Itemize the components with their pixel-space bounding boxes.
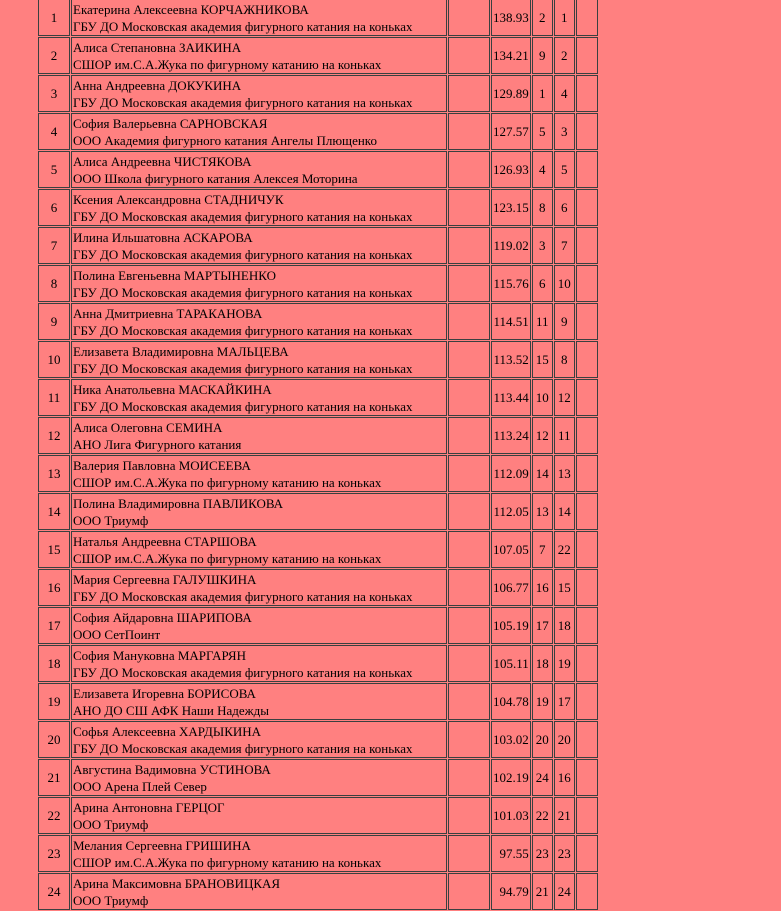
free-skating-place-cell: 7 [554, 227, 575, 264]
skater-cell [71, 227, 447, 264]
skater-name: Полина Владимировна ПАВЛИКОВА [73, 495, 284, 511]
skater-club: ГБУ ДО Московская академия фигурного катания на коньках [73, 322, 413, 338]
skater-cell [71, 417, 447, 454]
skater-name: Елизавета Игоревна БОРИСОВА [73, 685, 256, 701]
short-program-place-cell: 11 [532, 303, 553, 340]
empty-cell [576, 569, 598, 606]
free-skating-place-cell: 21 [554, 797, 575, 834]
skater-name: Августина Вадимовна УСТИНОВА [73, 761, 271, 777]
free-skating-place-cell: 12 [554, 379, 575, 416]
empty-cell [448, 683, 490, 720]
skater-name: Ника Анатольевна МАСКАЙКИНА [73, 381, 272, 397]
place-cell: 5 [38, 151, 70, 188]
empty-cell [448, 759, 490, 796]
table-row [38, 417, 598, 454]
total-score-cell: 115.76 [491, 265, 531, 302]
skater-club: ООО Триумф [73, 892, 149, 908]
skater-name: Алиса Степановна ЗАИКИНА [73, 39, 242, 55]
empty-cell [448, 189, 490, 226]
table-row [38, 531, 598, 568]
table-row [38, 607, 598, 644]
skater-cell [71, 759, 447, 796]
short-program-place-cell: 5 [532, 113, 553, 150]
results-table [37, 0, 599, 911]
total-score-cell: 106.77 [491, 569, 531, 606]
table-row [38, 569, 598, 606]
skater-name: София Валерьевна САРНОВСКАЯ [73, 115, 268, 131]
empty-cell [576, 0, 598, 36]
skater-cell [71, 75, 447, 112]
skater-club: ООО Школа фигурного катания Алексея Моторина [73, 170, 358, 186]
table-row [38, 113, 598, 150]
total-score-cell: 114.51 [491, 303, 531, 340]
empty-cell [448, 835, 490, 872]
skater-cell [71, 721, 447, 758]
total-score-cell: 97.55 [491, 835, 531, 872]
place-cell: 18 [38, 645, 70, 682]
free-skating-place-cell: 8 [554, 341, 575, 378]
free-skating-place-cell: 17 [554, 683, 575, 720]
empty-cell [448, 113, 490, 150]
results-body [38, 0, 598, 910]
place-cell: 21 [38, 759, 70, 796]
skater-club: СШОР им.С.А.Жука по фигурному катанию на коньках [73, 56, 382, 72]
skater-club: СШОР им.С.А.Жука по фигурному катанию на коньках [73, 550, 382, 566]
skater-club: СШОР им.С.А.Жука по фигурному катанию на коньках [73, 854, 382, 870]
total-score-cell: 101.03 [491, 797, 531, 834]
place-cell: 23 [38, 835, 70, 872]
total-score-cell: 126.93 [491, 151, 531, 188]
skater-club: ГБУ ДО Московская академия фигурного катания на коньках [73, 284, 413, 300]
place-cell: 20 [38, 721, 70, 758]
skater-name: Илина Ильшатовна АСКАРОВА [73, 229, 253, 245]
empty-cell [448, 341, 490, 378]
place-cell: 6 [38, 189, 70, 226]
table-row [38, 493, 598, 530]
short-program-place-cell: 1 [532, 75, 553, 112]
skater-club: ГБУ ДО Московская академия фигурного катания на коньках [73, 664, 413, 680]
empty-cell [448, 569, 490, 606]
short-program-place-cell: 21 [532, 873, 553, 910]
short-program-place-cell: 24 [532, 759, 553, 796]
total-score-cell: 94.79 [491, 873, 531, 910]
empty-cell [448, 379, 490, 416]
empty-cell [576, 379, 598, 416]
skater-cell [71, 151, 447, 188]
place-cell: 2 [38, 37, 70, 74]
place-cell: 7 [38, 227, 70, 264]
skater-cell [71, 0, 447, 36]
short-program-place-cell: 13 [532, 493, 553, 530]
skater-club: ГБУ ДО Московская академия фигурного катания на коньках [73, 360, 413, 376]
skater-club: ГБУ ДО Московская академия фигурного катания на коньках [73, 208, 413, 224]
table-row [38, 151, 598, 188]
place-cell: 19 [38, 683, 70, 720]
empty-cell [448, 531, 490, 568]
short-program-place-cell: 4 [532, 151, 553, 188]
skater-name: Алиса Олеговна СЕМИНА [73, 419, 223, 435]
skater-club: ООО Триумф [73, 816, 149, 832]
short-program-place-cell: 22 [532, 797, 553, 834]
free-skating-place-cell: 18 [554, 607, 575, 644]
skater-cell [71, 797, 447, 834]
skater-club: ООО СетПоинт [73, 626, 161, 642]
place-cell: 3 [38, 75, 70, 112]
skater-club: ООО Академия фигурного катания Ангелы Плющенко [73, 132, 377, 148]
short-program-place-cell: 14 [532, 455, 553, 492]
skater-name: Елизавета Владимировна МАЛЬЦЕВА [73, 343, 289, 359]
place-cell: 14 [38, 493, 70, 530]
skater-club: АНО Лига Фигурного катания [73, 436, 242, 452]
free-skating-place-cell: 23 [554, 835, 575, 872]
table-row [38, 683, 598, 720]
empty-cell [576, 873, 598, 910]
place-cell: 24 [38, 873, 70, 910]
skater-club: ГБУ ДО Московская академия фигурного катания на коньках [73, 246, 413, 262]
empty-cell [576, 113, 598, 150]
empty-cell [576, 417, 598, 454]
skater-name: Валерия Павловна МОИСЕЕВА [73, 457, 251, 473]
short-program-place-cell: 20 [532, 721, 553, 758]
free-skating-place-cell: 9 [554, 303, 575, 340]
skater-name: София Мануковна МАРГАРЯН [73, 647, 246, 663]
free-skating-place-cell: 22 [554, 531, 575, 568]
total-score-cell: 105.19 [491, 607, 531, 644]
empty-cell [448, 227, 490, 264]
empty-cell [576, 37, 598, 74]
total-score-cell: 102.19 [491, 759, 531, 796]
total-score-cell: 103.02 [491, 721, 531, 758]
total-score-cell: 138.93 [491, 0, 531, 36]
empty-cell [576, 265, 598, 302]
skater-cell [71, 531, 447, 568]
short-program-place-cell: 9 [532, 37, 553, 74]
skater-cell [71, 455, 447, 492]
table-row [38, 835, 598, 872]
free-skating-place-cell: 10 [554, 265, 575, 302]
short-program-place-cell: 6 [532, 265, 553, 302]
skater-name: Наталья Андреевна СТАРШОВА [73, 533, 257, 549]
skater-club: ГБУ ДО Московская академия фигурного катания на коньках [73, 398, 413, 414]
short-program-place-cell: 16 [532, 569, 553, 606]
empty-cell [448, 303, 490, 340]
place-cell: 17 [38, 607, 70, 644]
skater-name: Алиса Андреевна ЧИСТЯКОВА [73, 153, 252, 169]
skater-name: Мелания Сергеевна ГРИШИНА [73, 837, 251, 853]
place-cell: 4 [38, 113, 70, 150]
free-skating-place-cell: 13 [554, 455, 575, 492]
empty-cell [576, 75, 598, 112]
short-program-place-cell: 15 [532, 341, 553, 378]
short-program-place-cell: 19 [532, 683, 553, 720]
total-score-cell: 105.11 [491, 645, 531, 682]
table-row [38, 265, 598, 302]
place-cell: 12 [38, 417, 70, 454]
total-score-cell: 104.78 [491, 683, 531, 720]
empty-cell [576, 303, 598, 340]
empty-cell [576, 645, 598, 682]
free-skating-place-cell: 14 [554, 493, 575, 530]
place-cell: 9 [38, 303, 70, 340]
place-cell: 22 [38, 797, 70, 834]
skater-name: София Айдаровна ШАРИПОВА [73, 609, 252, 625]
place-cell: 13 [38, 455, 70, 492]
skater-club: ООО Триумф [73, 512, 149, 528]
skater-club: ГБУ ДО Московская академия фигурного катания на коньках [73, 18, 413, 34]
skater-cell [71, 303, 447, 340]
skater-cell [71, 607, 447, 644]
empty-cell [576, 493, 598, 530]
skater-club: ГБУ ДО Московская академия фигурного катания на коньках [73, 740, 413, 756]
empty-cell [448, 493, 490, 530]
place-cell: 15 [38, 531, 70, 568]
table-row [38, 341, 598, 378]
short-program-place-cell: 23 [532, 835, 553, 872]
free-skating-place-cell: 5 [554, 151, 575, 188]
skater-cell [71, 37, 447, 74]
free-skating-place-cell: 2 [554, 37, 575, 74]
empty-cell [448, 75, 490, 112]
skater-club: ООО Арена Плей Север [73, 778, 207, 794]
empty-cell [448, 37, 490, 74]
free-skating-place-cell: 15 [554, 569, 575, 606]
empty-cell [448, 797, 490, 834]
skater-club: АНО ДО СШ АФК Наши Надежды [73, 702, 269, 718]
empty-cell [448, 417, 490, 454]
free-skating-place-cell: 20 [554, 721, 575, 758]
table-row [38, 75, 598, 112]
skater-name: Арина Антоновна ГЕРЦОГ [73, 799, 225, 815]
short-program-place-cell: 12 [532, 417, 553, 454]
skater-cell [71, 645, 447, 682]
skater-cell [71, 835, 447, 872]
empty-cell [576, 151, 598, 188]
skater-name: Мария Сергеевна ГАЛУШКИНА [73, 571, 257, 587]
total-score-cell: 129.89 [491, 75, 531, 112]
total-score-cell: 113.52 [491, 341, 531, 378]
skater-cell [71, 379, 447, 416]
empty-cell [448, 873, 490, 910]
skater-name: Анна Андреевна ДОКУКИНА [73, 77, 242, 93]
table-row [38, 873, 598, 910]
empty-cell [576, 797, 598, 834]
short-program-place-cell: 7 [532, 531, 553, 568]
free-skating-place-cell: 3 [554, 113, 575, 150]
empty-cell [448, 0, 490, 36]
short-program-place-cell: 18 [532, 645, 553, 682]
short-program-place-cell: 2 [532, 0, 553, 36]
skater-name: Арина Максимовна БРАНОВИЦКАЯ [73, 875, 281, 891]
free-skating-place-cell: 16 [554, 759, 575, 796]
skater-club: СШОР им.С.А.Жука по фигурному катанию на коньках [73, 474, 382, 490]
skater-name: Екатерина Алексеевна КОРЧАЖНИКОВА [73, 1, 309, 17]
table-row [38, 379, 598, 416]
skater-cell [71, 873, 447, 910]
skater-cell [71, 341, 447, 378]
empty-cell [576, 759, 598, 796]
short-program-place-cell: 10 [532, 379, 553, 416]
skater-cell [71, 569, 447, 606]
short-program-place-cell: 8 [532, 189, 553, 226]
total-score-cell: 112.05 [491, 493, 531, 530]
free-skating-place-cell: 19 [554, 645, 575, 682]
empty-cell [448, 607, 490, 644]
free-skating-place-cell: 6 [554, 189, 575, 226]
empty-cell [576, 341, 598, 378]
table-row [38, 303, 598, 340]
empty-cell [576, 721, 598, 758]
total-score-cell: 113.24 [491, 417, 531, 454]
place-cell: 8 [38, 265, 70, 302]
place-cell: 10 [38, 341, 70, 378]
empty-cell [576, 683, 598, 720]
free-skating-place-cell: 4 [554, 75, 575, 112]
total-score-cell: 112.09 [491, 455, 531, 492]
total-score-cell: 107.05 [491, 531, 531, 568]
skater-club: ГБУ ДО Московская академия фигурного катания на коньках [73, 588, 413, 604]
table-row [38, 455, 598, 492]
empty-cell [576, 835, 598, 872]
skater-name: Полина Евгеньевна МАРТЫНЕНКО [73, 267, 276, 283]
skater-name: Ксения Александровна СТАДНИЧУК [73, 191, 284, 207]
short-program-place-cell: 17 [532, 607, 553, 644]
total-score-cell: 119.02 [491, 227, 531, 264]
table-row [38, 227, 598, 264]
place-cell: 11 [38, 379, 70, 416]
empty-cell [448, 151, 490, 188]
empty-cell [576, 455, 598, 492]
table-row [38, 759, 598, 796]
total-score-cell: 127.57 [491, 113, 531, 150]
empty-cell [576, 189, 598, 226]
empty-cell [448, 265, 490, 302]
skater-cell [71, 113, 447, 150]
skater-cell [71, 189, 447, 226]
skater-name: Софья Алексеевна ХАРДЫКИНА [73, 723, 262, 739]
total-score-cell: 134.21 [491, 37, 531, 74]
empty-cell [448, 721, 490, 758]
table-row [38, 721, 598, 758]
empty-cell [576, 531, 598, 568]
table-row [38, 645, 598, 682]
table-row [38, 37, 598, 74]
table-row [38, 189, 598, 226]
skater-cell [71, 683, 447, 720]
skater-name: Анна Дмитриевна ТАРАКАНОВА [73, 305, 263, 321]
table-row [38, 797, 598, 834]
empty-cell [576, 607, 598, 644]
empty-cell [448, 455, 490, 492]
empty-cell [576, 227, 598, 264]
free-skating-place-cell: 1 [554, 0, 575, 36]
free-skating-place-cell: 24 [554, 873, 575, 910]
table-row [38, 0, 598, 36]
place-cell: 1 [38, 0, 70, 36]
skater-club: ГБУ ДО Московская академия фигурного катания на коньках [73, 94, 413, 110]
place-cell: 16 [38, 569, 70, 606]
skater-cell [71, 265, 447, 302]
short-program-place-cell: 3 [532, 227, 553, 264]
total-score-cell: 113.44 [491, 379, 531, 416]
free-skating-place-cell: 11 [554, 417, 575, 454]
total-score-cell: 123.15 [491, 189, 531, 226]
empty-cell [448, 645, 490, 682]
skater-cell [71, 493, 447, 530]
